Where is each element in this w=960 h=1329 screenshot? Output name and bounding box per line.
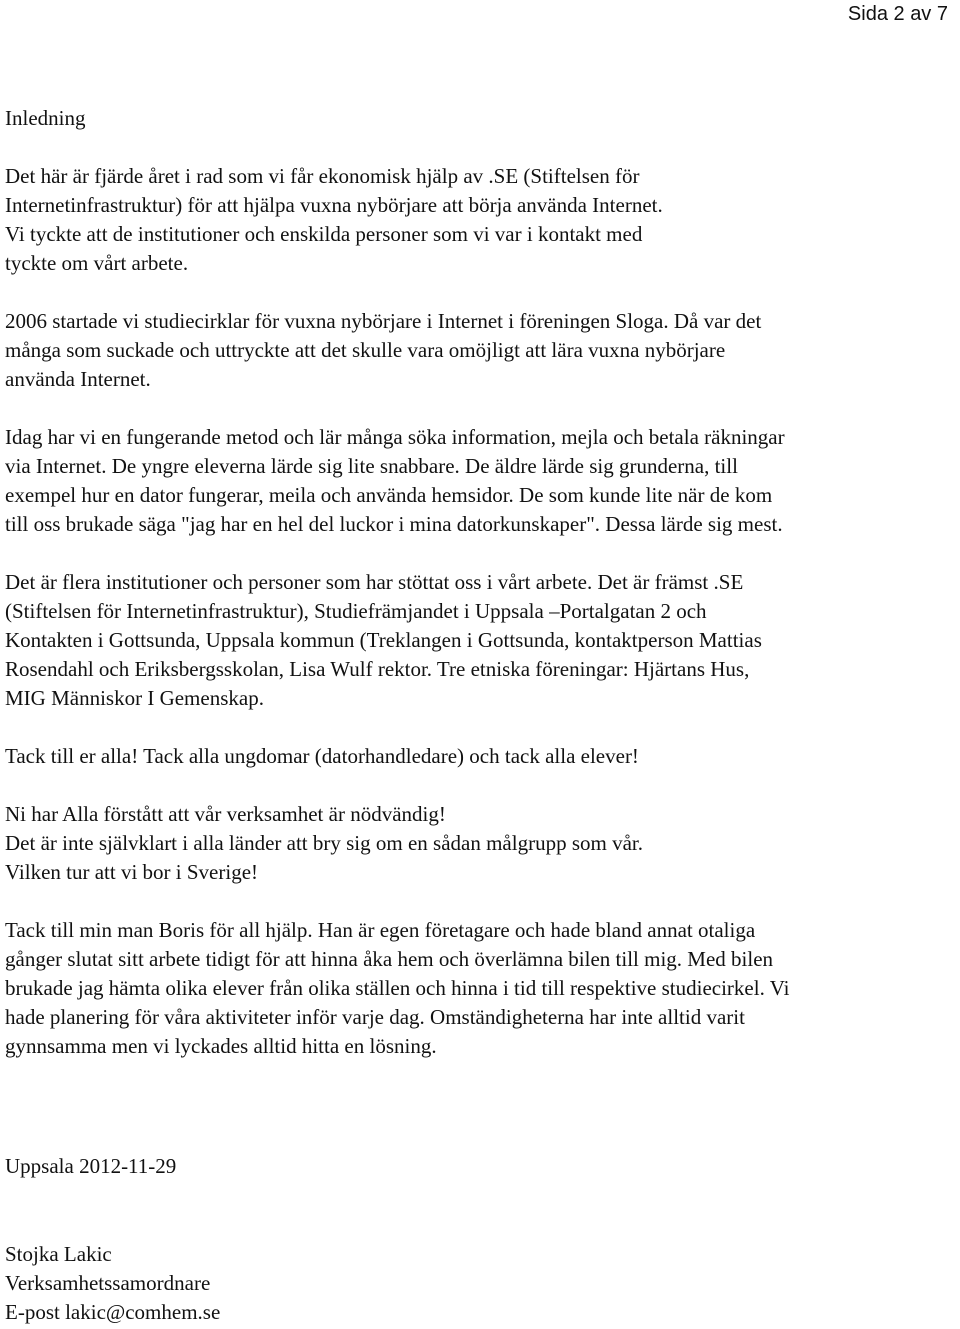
paragraph-thanks: Tack till er alla! Tack alla ungdomar (datorhandledare) och tack alla elever! — [5, 744, 639, 768]
paragraph-intro: Det här är fjärde året i rad som vi får ekonomisk hjälp av .SE (Stiftelsen för Internetinfrastruktur) för att hjälpa vuxna nybörjare att börja använda Internet. Vi tyckte att de institutioner och enskilda personer som vi var i kontakt med tyckte om vårt arbete. — [5, 164, 663, 275]
signature-email: E-post lakic@comhem.se — [5, 1300, 221, 1324]
paragraph-personal-thanks: Tack till min man Boris för all hjälp. Han är egen företagare och hade bland annat otaliga gånger slutat sitt arbete tidigt för att hinna åka hem och överlämna bilen till mig. Med bilen brukade jag hämta olika elever från olika ställen och hinna i tid till respektive studiecirkel. Vi hade planering för våra aktiviteter inför varje dag. Omständigheterna har inte alltid varit gynnsamma men vi lyckades alltid hitta en lösning. — [5, 918, 790, 1058]
section-heading: Inledning — [5, 106, 86, 130]
paragraph-supporters: Det är flera institutioner och personer som har stöttat oss i vårt arbete. Det är främst .SE (Stiftelsen för Internetinfrastruktur), Studiefrämjandet i Uppsala –Portalgatan 2 och Kontakten i Gottsunda, Uppsala kommun (Treklangen i Gottsunda, kontaktperson Mattias Rosendahl och Eriksbergsskolan, Lisa Wulf rektor. Tre etniska föreningar: Hjärtans Hus, MIG Människor I Gemenskap. — [5, 570, 762, 710]
place-date: Uppsala 2012-11-29 — [5, 1154, 177, 1178]
paragraph-history: 2006 startade vi studiecirklar för vuxna nybörjare i Internet i föreningen Sloga. Då var det många som suckade och uttryckte att det skulle vara omöjligt att lära vuxna nybörjare använda Internet. — [5, 309, 762, 391]
page-number: Sida 2 av 7 — [847, 3, 948, 25]
signature-block — [5, 1240, 955, 1327]
document-body — [5, 104, 955, 1327]
paragraph-necessity: Ni har Alla förstått att vår verksamhet är nödvändig! Det är inte självklart i alla länder att bry sig om en sådan målgrupp som vår. Vilken tur att vi bor i Sverige! — [5, 802, 643, 884]
signature-name: Stojka Lakic — [5, 1242, 112, 1266]
paragraph-method: Idag har vi en fungerande metod och lär många söka information, mejla och betala räkningar via Internet. De yngre eleverna lärde sig lite snabbare. De äldre lärde sig grunderna, till exempel hur en dator fungerar, meila och använda hemsidor. De som kunde lite när de kom till oss brukade säga "jag har en hel del luckor i mina datorkunskaper". Dessa lärde sig mest. — [5, 425, 785, 536]
signature-role: Verksamhetssamordnare — [5, 1271, 211, 1295]
